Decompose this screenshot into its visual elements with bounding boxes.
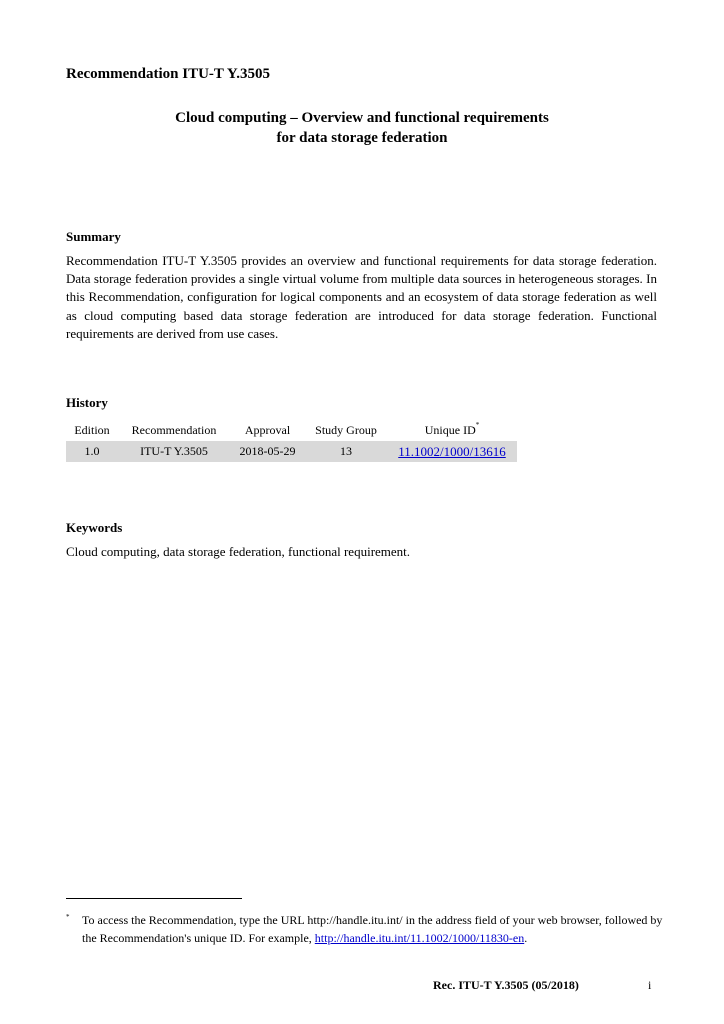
footer-reference: Rec. ITU-T Y.3505 (05/2018) (433, 978, 579, 992)
column-header-study-group: Study Group (315, 423, 377, 437)
history-heading: History (66, 395, 108, 410)
footnote-text: To access the Recommendation, type the URL http://handle.itu.int/ in the address field of your web browser, followed by the Recommendation's unique ID. For example, (82, 913, 663, 945)
cell-edition: 1.0 (66, 441, 118, 462)
cell-approval: 2018-05-29 (230, 441, 305, 462)
column-header-approval: Approval (244, 423, 291, 437)
summary-heading: Summary (66, 229, 121, 244)
keywords-text: Cloud computing, data storage federation, functional requirement. (66, 544, 411, 559)
history-table (66, 420, 517, 462)
column-header-unique-id (387, 420, 517, 441)
document-title-line-1: Cloud computing – Overview and functional requirements (175, 110, 549, 126)
unique-id-link[interactable]: 11.1002/1000/13616 (398, 443, 506, 459)
cell-recommendation: ITU-T Y.3505 (118, 441, 230, 462)
footnote-end: . (524, 931, 528, 945)
keywords-heading: Keywords (66, 520, 123, 535)
unique-id-footnote-mark: * (475, 421, 480, 429)
document-title (0, 108, 724, 148)
history-table-header (66, 420, 517, 441)
column-header-recommendation: Recommendation (131, 423, 217, 437)
table-row (66, 441, 517, 462)
document-title-line-2: for data storage federation (276, 130, 448, 146)
cell-study-group: 13 (305, 441, 387, 462)
cell-unique-id (387, 441, 517, 462)
summary-text: Recommendation ITU-T Y.3505 provides an overview and functional requirements for data storage federation. Data storage federation provides a single virtual volume from multiple data sources in heterogeneous storages. In this Recommendation, configuration for logical components and an ecosystem of data storage federation as well as cloud computing based data storage federation are introduced for data storage federation. Functional requirements are derived from use cases. (66, 253, 657, 341)
unique-id-label: Unique ID (424, 423, 476, 437)
footnote (66, 911, 666, 947)
footnote-divider (66, 898, 242, 899)
footnote-example-link[interactable]: http://handle.itu.int/11.1002/1000/11830-en (314, 931, 525, 945)
page-number: i (648, 978, 652, 992)
footnote-mark: * (66, 913, 70, 921)
recommendation-title: Recommendation ITU-T Y.3505 (66, 66, 271, 82)
column-header-edition: Edition (74, 423, 110, 437)
